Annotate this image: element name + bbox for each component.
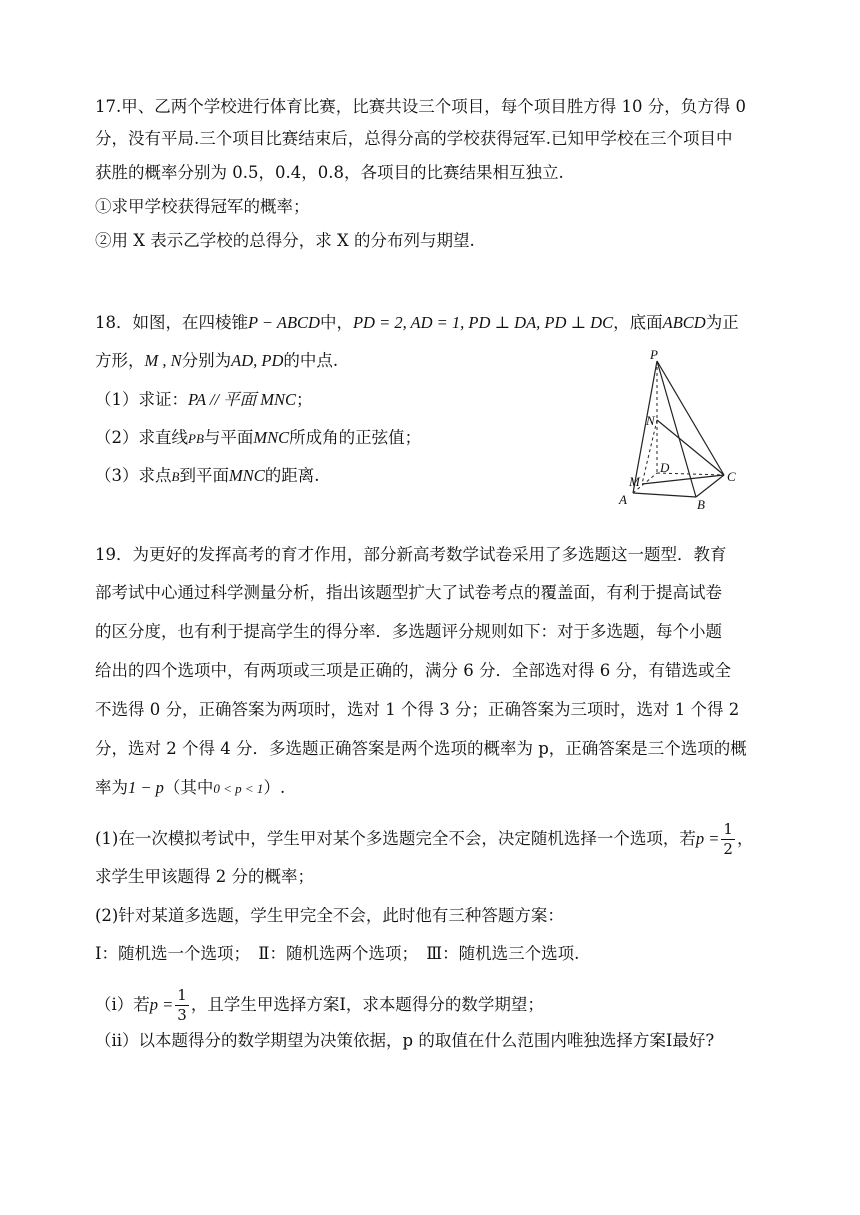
q19-line-2: 部考试中心通过科学测量分析，指出该题型扩大了试卷考点的覆盖面，有利于提高试卷 — [95, 583, 722, 602]
q19-part-2-ii: （ii）以本题得分的数学期望为决策依据，p 的取值在什么范围内唯独选择方案Ⅰ最好? — [95, 1031, 715, 1050]
q18-part-3: （3）求点B到平面MNC的距离. — [95, 466, 320, 485]
label-D: D — [660, 460, 670, 475]
q17-sub-2: ②用 X 表示乙学校的总得分，求 X 的分布列与期望. — [95, 231, 475, 250]
label-A: A — [619, 492, 627, 507]
q19-options: Ⅰ：随机选一个选项； Ⅱ：随机选两个选项； Ⅲ：随机选三个选项. — [95, 944, 580, 963]
label-C: C — [727, 469, 736, 484]
q18-stem-line-1: 18．如图，在四棱锥P − ABCD中，PD = 2, AD = 1, PD ⊥ DA, PD ⊥ DC，底面ABCD为正 — [95, 313, 739, 332]
label-P: P — [650, 347, 658, 362]
q18-part-2: （2）求直线PB与平面MNC所成角的正弦值； — [95, 428, 422, 447]
q17-line-3: 获胜的概率分别为 0.5，0.4，0.8，各项目的比赛结果相互独立. — [95, 163, 564, 182]
q19-part-1: (1)在一次模拟考试中，学生甲对某个多选题完全不会，决定随机选择一个选项，若p = $\frac{1}{2}$ ， — [95, 820, 754, 858]
q18-conditions: PD = 2, AD = 1, PD ⊥ DA, PD ⊥ DC — [352, 313, 614, 332]
q19-line-1: 19．为更好的发挥高考的育才作用，部分新高考数学试卷采用了多选题这一题型．教育 — [95, 545, 727, 564]
q18-part-1: （1）求证：PA // 平面 MNC； — [95, 390, 313, 409]
q19-line-7: 率为1 − p（其中0 < p < 1）. — [95, 778, 286, 797]
fraction-one-half: $\frac{1}{2}$ — [723, 820, 733, 858]
label-B: B — [697, 497, 705, 512]
pyramid-figure — [610, 345, 750, 515]
label-N: N — [646, 413, 655, 428]
q19-part-2-i: （i）若p = $\frac{1}{3}$ ，且学生甲选择方案Ⅰ，求本题得分的数学期望； — [95, 986, 544, 1024]
q17-line-2: 分，没有平局.三个项目比赛结束后，总得分高的学校获得冠军.已知甲学校在三个项目中 — [95, 129, 733, 148]
q19-line-3: 的区分度，也有利于提高学生的得分率．多选题评分规则如下：对于多选题，每个小题 — [95, 622, 722, 641]
q19-part-1-cont: 求学生甲该题得 2 分的概率； — [95, 867, 314, 886]
label-M: M — [629, 474, 640, 489]
q19-line-5: 不选得 0 分，正确答案为两项时，选对 1 个得 3 分；正确答案为三项时，选对 1 个得 2 — [95, 700, 740, 719]
q17-line-1: 17.甲、乙两个学校进行体育比赛，比赛共设三个项目，每个项目胜方得 10 分，负方得 0 — [95, 97, 746, 116]
q19-part-2: (2)针对某道多选题，学生甲完全不会，此时他有三种答题方案： — [95, 906, 564, 925]
fraction-one-third: $\frac{1}{3}$ — [177, 986, 187, 1024]
q18-stem-line-2: 方形，M , N分别为AD, PD的中点. — [95, 351, 339, 370]
q19-line-6: 分，选对 2 个得 4 分．多选题正确答案是两个选项的概率为 p，正确答案是三个选项的概 — [95, 739, 747, 758]
q18-pyramid-name: P − ABCD — [248, 313, 320, 332]
q17-sub-1: ①求甲学校获得冠军的概率； — [95, 197, 310, 216]
q19-line-4: 给出的四个选项中，有两项或三项是正确的，满分 6 分．全部选对得 6 分，有错选或全 — [95, 661, 731, 680]
